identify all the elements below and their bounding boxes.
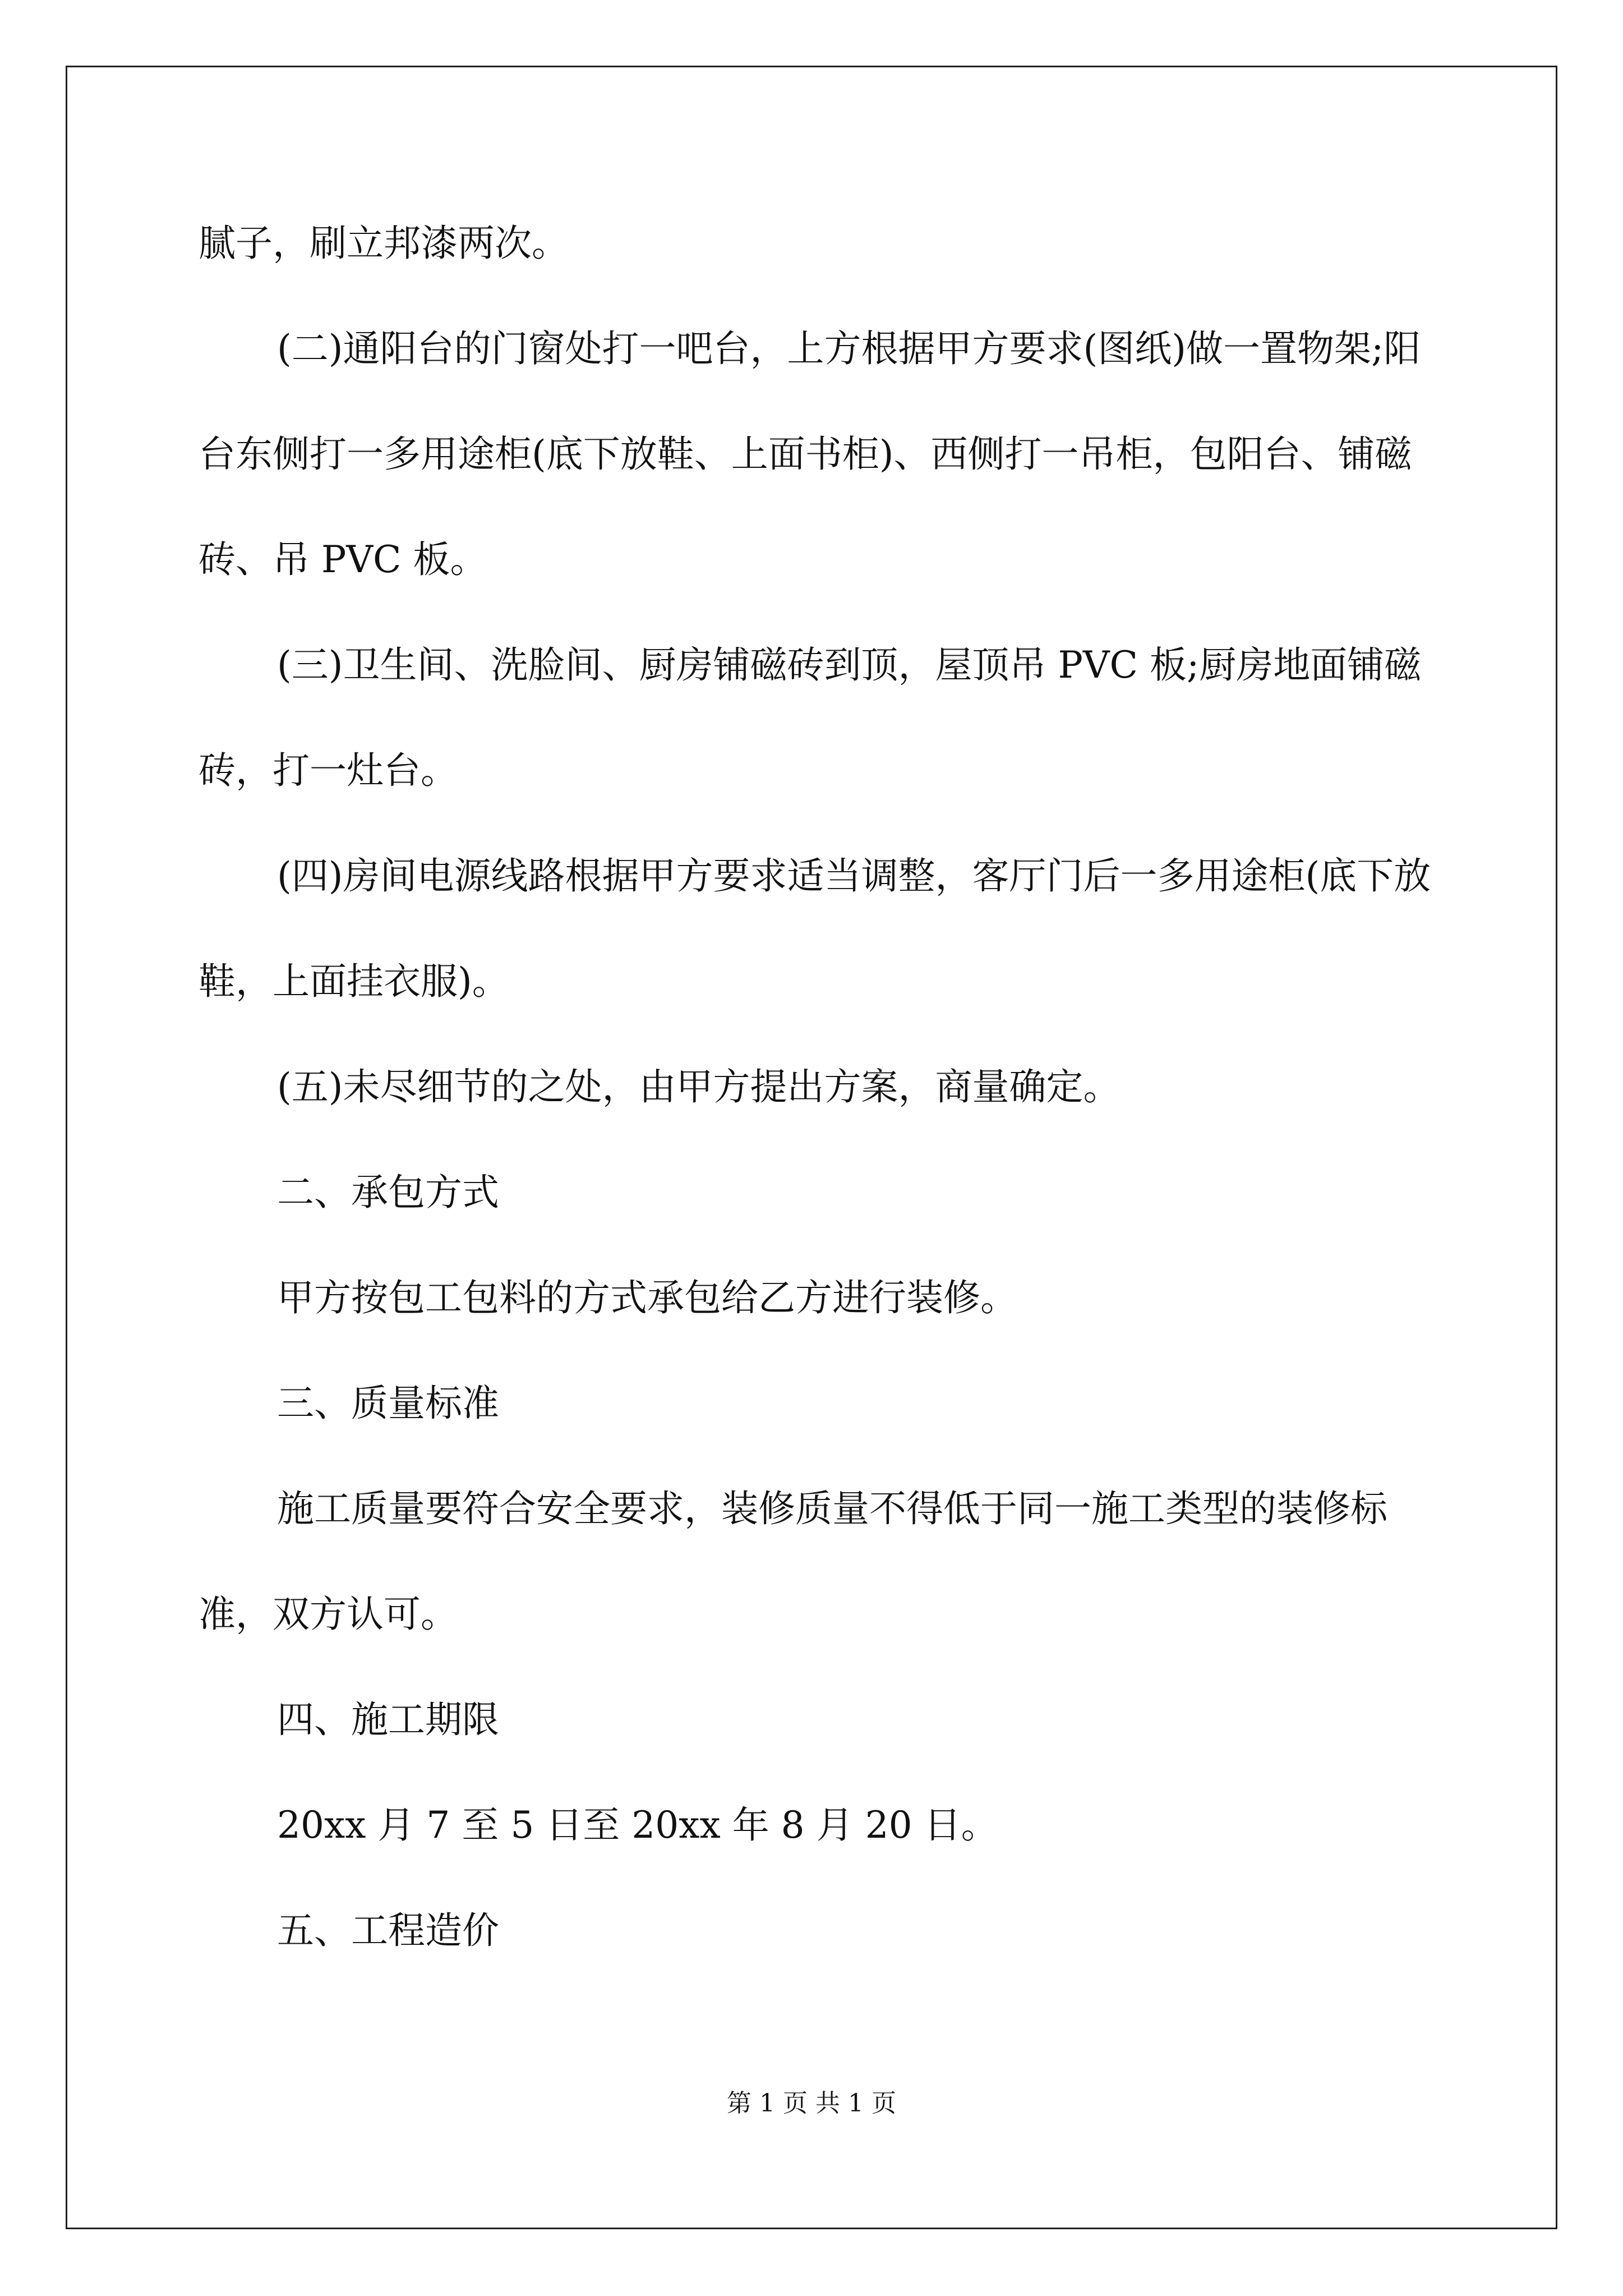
paragraph: (二)通阳台的门窗处打一吧台，上方根据甲方要求(图纸)做一置物架;阳台东侧打一多用途柜(底下放鞋、上面书柜)、西侧打一吊柜，包阳台、铺磁砖、吊 PVC 板。 bbox=[199, 327, 1421, 581]
paragraph: 施工质量要符合安全要求，装修质量不得低于同一施工类型的装修标准，双方认可。 bbox=[199, 1487, 1387, 1636]
paragraph: 四、施工期限 bbox=[277, 1698, 499, 1741]
paragraph: 三、质量标准 bbox=[277, 1382, 499, 1425]
document-body bbox=[199, 191, 1444, 1984]
page-number-footer: 第 1 页 共 1 页 bbox=[727, 2089, 896, 2118]
paragraph: 腻子，刷立邦漆两次。 bbox=[199, 222, 569, 265]
paragraph: 五、工程造价 bbox=[277, 1909, 499, 1952]
paragraph: (三)卫生间、洗脸间、厨房铺磁砖到顶，屋顶吊 PVC 板;厨房地面铺磁砖，打一灶台。 bbox=[199, 643, 1422, 792]
paragraph: 二、承包方式 bbox=[277, 1171, 499, 1214]
paragraph: (五)未尽细节的之处，由甲方提出方案，商量确定。 bbox=[277, 1065, 1121, 1108]
paragraph: (四)房间电源线路根据甲方要求适当调整，客厅门后一多用途柜(底下放鞋，上面挂衣服)。 bbox=[199, 854, 1431, 1003]
paragraph: 甲方按包工包料的方式承包给乙方进行装修。 bbox=[277, 1276, 1017, 1319]
paragraph: 20xx 月 7 至 5 日至 20xx 年 8 月 20 日。 bbox=[277, 1803, 998, 1847]
